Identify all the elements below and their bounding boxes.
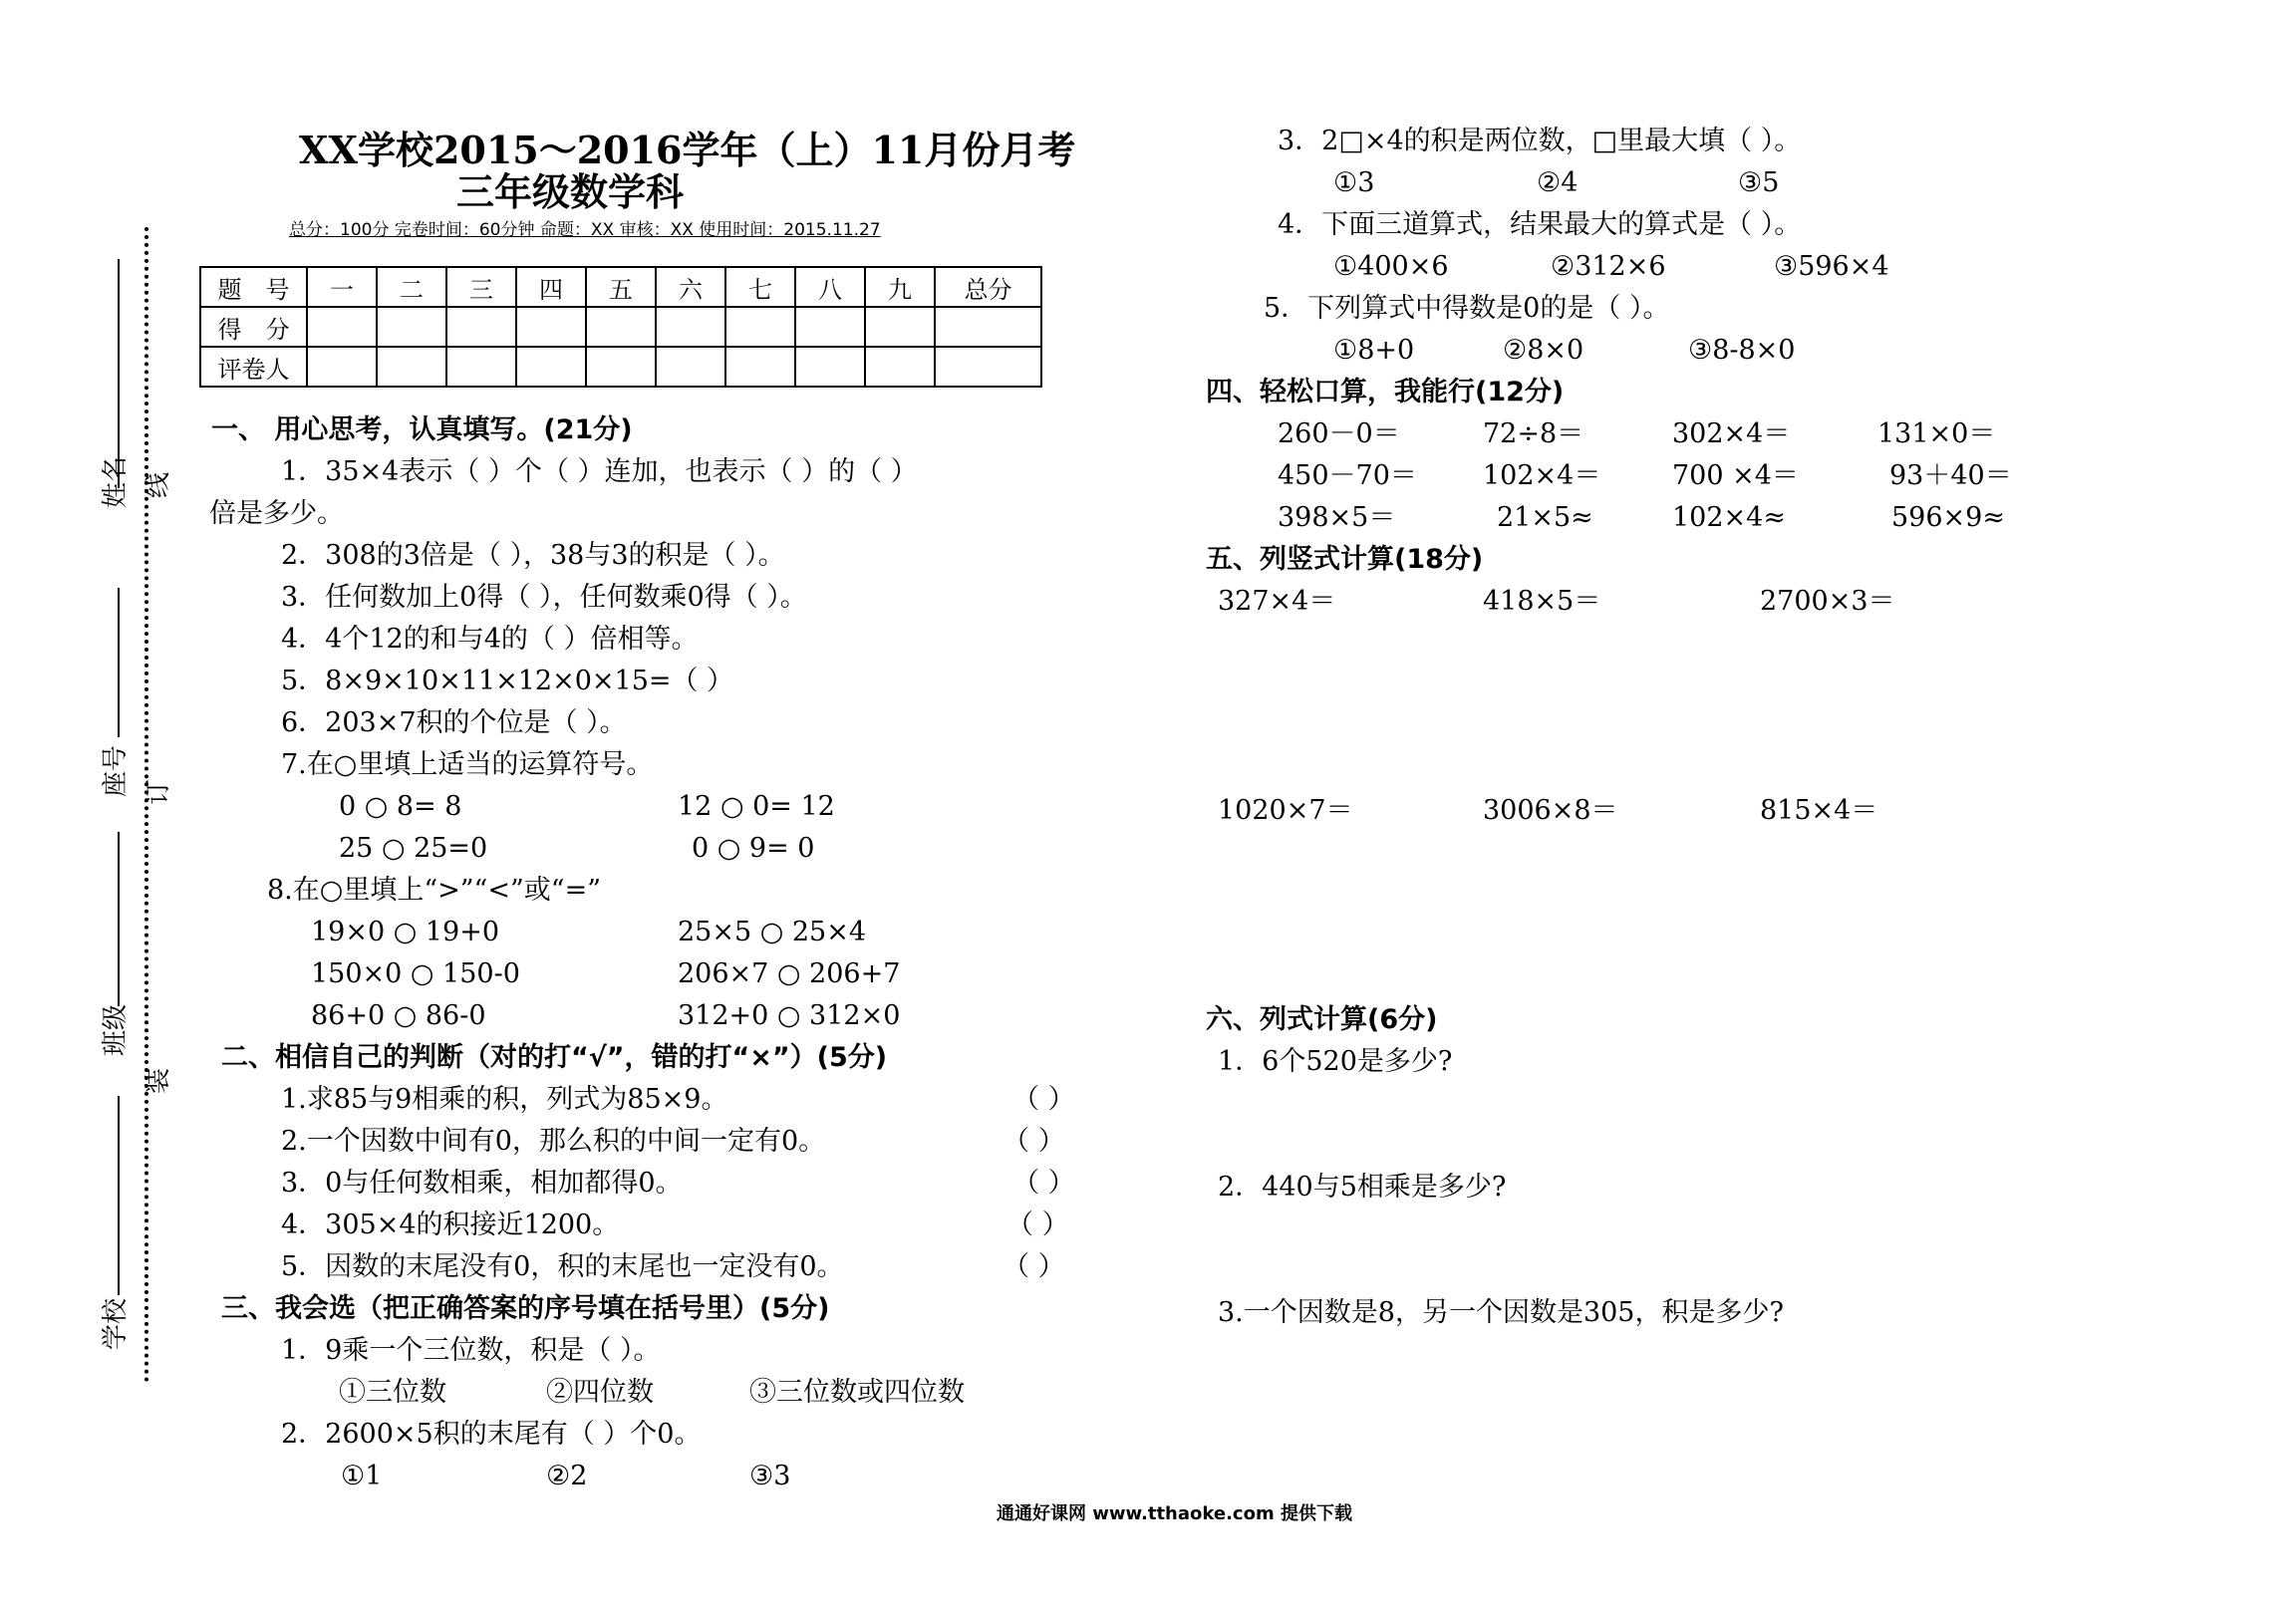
section6-heading: 六、列式计算(6分) <box>1206 1004 1438 1035</box>
binding-dotted-line <box>144 227 148 1383</box>
mental-math-item: 596×9≈ <box>1891 502 2005 533</box>
s1-q8-item: 25×5 ○ 25×4 <box>678 917 867 947</box>
mental-math-item: 302×4＝ <box>1672 418 1791 449</box>
section5-heading: 五、列竖式计算(18分) <box>1206 544 1484 575</box>
word-problem: 3.一个因数是8，另一个因数是305，积是多少? <box>1218 1297 1784 1328</box>
ding-label: 订 <box>144 778 173 805</box>
name-underline <box>118 259 120 488</box>
exam-subject: 三年级数学科 <box>456 169 685 214</box>
column-header: 二 <box>377 267 446 307</box>
score-cell[interactable] <box>516 307 586 347</box>
section1-heading: 一、 用心思考，认真填写。(21分) <box>211 414 633 445</box>
s3-option: ①400×6 <box>1333 251 1449 282</box>
s2-statement: 4．305×4的积接近1200。 <box>281 1209 620 1240</box>
s3-option: ③三位数或四位数 <box>749 1377 965 1408</box>
s1-q8-item: 86+0 ○ 86-0 <box>311 1000 486 1031</box>
s1-question-2: 2．308的3倍是（ ），38与3的积是（ ）。 <box>281 540 785 571</box>
grader-cell[interactable] <box>516 347 586 387</box>
column-header: 七 <box>725 267 795 307</box>
vertical-calc-item: 418×5＝ <box>1483 586 1601 617</box>
s1-q8-item: 206×7 ○ 206+7 <box>678 958 901 989</box>
s3-question-5: 5．下列算式中得数是0的是（ ）。 <box>1264 293 1670 324</box>
grader-cell[interactable] <box>446 347 516 387</box>
column-header: 五 <box>586 267 656 307</box>
grader-cell[interactable] <box>865 347 935 387</box>
s2-answer-bracket[interactable]: （ ） <box>1006 1209 1069 1240</box>
column-header: 九 <box>865 267 935 307</box>
school-underline <box>118 1096 120 1295</box>
s1-question-7: 7.在○里填上适当的运算符号。 <box>281 749 654 780</box>
s3-question-3: 3．2□×4的积是两位数，□里最大填（ ）。 <box>1278 126 1802 156</box>
word-problem: 1．6个520是多少? <box>1218 1046 1453 1077</box>
s1-q8-item: 150×0 ○ 150-0 <box>311 958 520 989</box>
mental-math-item: 102×4＝ <box>1483 460 1601 491</box>
vertical-calc-item: 327×4＝ <box>1218 586 1336 617</box>
vertical-calc-item: 1020×7＝ <box>1218 795 1353 826</box>
zhuang-label: 装 <box>144 1067 173 1094</box>
mental-math-item: 72÷8＝ <box>1483 418 1584 449</box>
score-cell[interactable] <box>377 307 446 347</box>
column-header: 三 <box>446 267 516 307</box>
column-header: 六 <box>656 267 725 307</box>
row-label: 题 号 <box>200 267 307 307</box>
s3-question-1: 1．9乘一个三位数，积是（ ）。 <box>281 1335 661 1366</box>
mental-math-item: 700 ×4＝ <box>1672 460 1799 491</box>
class-underline <box>118 832 120 1006</box>
mental-math-item: 102×4≈ <box>1672 502 1786 533</box>
row-label: 评卷人 <box>200 347 307 387</box>
s2-statement: 2.一个因数中间有0，那么积的中间一定有0。 <box>281 1126 826 1157</box>
s2-answer-bracket[interactable]: （ ） <box>1003 1126 1065 1157</box>
table-row <box>200 267 1041 307</box>
score-cell[interactable] <box>586 307 656 347</box>
section2-heading: 二、相信自己的判断（对的打“√”，错的打“×”）(5分) <box>221 1042 888 1073</box>
s1-q7-item: 0 ○ 9= 0 <box>692 833 815 864</box>
grader-cell[interactable] <box>586 347 656 387</box>
s1-q7-item: 12 ○ 0= 12 <box>678 791 835 822</box>
line-label: 线 <box>144 471 173 498</box>
vertical-calc-item: 815×4＝ <box>1760 795 1878 826</box>
class-label: 班级 <box>101 1003 131 1056</box>
s1-question-1a: 1．35×4表示（ ）个（ ）连加，也表示（ ）的（ ） <box>281 456 918 487</box>
seat-label: 座号 <box>101 744 131 797</box>
score-table <box>199 266 1042 388</box>
s2-answer-bracket[interactable]: （ ） <box>1012 1168 1075 1199</box>
word-problem: 2．440与5相乘是多少? <box>1218 1172 1507 1203</box>
s3-option: ①三位数 <box>339 1377 446 1408</box>
table-row <box>200 307 1041 347</box>
s3-option: ③3 <box>749 1461 791 1491</box>
footer-source: 通通好课网 www.tthaoke.com 提供下载 <box>997 1503 1352 1524</box>
score-cell[interactable] <box>656 307 725 347</box>
s1-question-4: 4．4个12的和与4的（ ）倍相等。 <box>281 624 699 655</box>
school-label: 学校 <box>101 1297 131 1350</box>
exam-info: 总分：100分 完卷时间：60分钟 命题：XX 审核：XX 使用时间：2015.11.27 <box>289 220 881 240</box>
mental-math-item: 450－70＝ <box>1278 460 1417 491</box>
column-header: 总分 <box>935 267 1041 307</box>
s3-option: ②4 <box>1537 167 1578 198</box>
name-label: 姓名 <box>101 455 131 508</box>
score-cell[interactable] <box>935 307 1041 347</box>
s3-question-4: 4．下面三道算式，结果最大的算式是（ ）。 <box>1278 209 1802 240</box>
mental-math-item: 93＋40＝ <box>1889 460 2012 491</box>
s2-answer-bracket[interactable]: （ ） <box>1012 1084 1075 1115</box>
vertical-calc-item: 3006×8＝ <box>1483 795 1618 826</box>
grader-cell[interactable] <box>935 347 1041 387</box>
s1-q8-item: 19×0 ○ 19+0 <box>311 917 500 947</box>
grader-cell[interactable] <box>377 347 446 387</box>
s3-option: ③8-8×0 <box>1688 335 1796 366</box>
s1-q8-item: 312+0 ○ 312×0 <box>678 1000 901 1031</box>
row-label: 得 分 <box>200 307 307 347</box>
s3-option: ①1 <box>341 1461 383 1491</box>
mental-math-item: 260－0＝ <box>1278 418 1400 449</box>
section4-heading: 四、轻松口算，我能行(12分) <box>1206 377 1565 407</box>
s2-answer-bracket[interactable]: （ ） <box>1003 1251 1065 1282</box>
mental-math-item: 398×5＝ <box>1278 502 1396 533</box>
column-header: 四 <box>516 267 586 307</box>
s3-option: ②四位数 <box>546 1377 654 1408</box>
s1-question-8: 8.在○里填上“>”“<”或“=” <box>267 875 602 906</box>
score-cell[interactable] <box>725 307 795 347</box>
grader-cell[interactable] <box>307 347 377 387</box>
mental-math-item: 21×5≈ <box>1497 502 1593 533</box>
s3-option: ①3 <box>1333 167 1375 198</box>
score-cell[interactable] <box>795 307 865 347</box>
grader-cell[interactable] <box>656 347 725 387</box>
grader-cell[interactable] <box>725 347 795 387</box>
s3-option: ③5 <box>1738 167 1780 198</box>
s3-option: ②2 <box>546 1461 588 1491</box>
s1-q7-item: 25 ○ 25=0 <box>339 833 488 864</box>
s2-statement: 1.求85与9相乘的积，列式为85×9。 <box>281 1084 728 1115</box>
s1-question-1b: 倍是多少。 <box>209 498 344 529</box>
exam-title: XX学校2015～2016学年（上）11月份月考 <box>299 128 1076 172</box>
vertical-calc-item: 2700×3＝ <box>1760 586 1895 617</box>
score-cell[interactable] <box>446 307 516 347</box>
table-row <box>200 347 1041 387</box>
column-header: 八 <box>795 267 865 307</box>
s3-option: ②312×6 <box>1551 251 1666 282</box>
s2-statement: 5．因数的末尾没有0，积的末尾也一定没有0。 <box>281 1251 844 1282</box>
s3-question-2: 2．2600×5积的末尾有（ ）个0。 <box>281 1419 702 1450</box>
mental-math-item: 131×0＝ <box>1877 418 1996 449</box>
column-header: 一 <box>307 267 377 307</box>
s1-question-5: 5．8×9×10×11×12×0×15=（ ） <box>281 666 734 696</box>
s1-question-3: 3．任何数加上0得（ ），任何数乘0得（ ）。 <box>281 582 807 613</box>
s1-q7-item: 0 ○ 8= 8 <box>339 791 462 822</box>
seat-underline <box>118 588 120 737</box>
score-cell[interactable] <box>307 307 377 347</box>
s3-option: ③596×4 <box>1774 251 1889 282</box>
s3-option: ①8+0 <box>1333 335 1415 366</box>
s3-option: ②8×0 <box>1503 335 1584 366</box>
score-cell[interactable] <box>865 307 935 347</box>
section3-heading: 三、我会选（把正确答案的序号填在括号里）(5分) <box>221 1293 830 1324</box>
grader-cell[interactable] <box>795 347 865 387</box>
s2-statement: 3．0与任何数相乘，相加都得0。 <box>281 1168 683 1199</box>
s1-question-6: 6．203×7积的个位是（ ）。 <box>281 707 627 738</box>
